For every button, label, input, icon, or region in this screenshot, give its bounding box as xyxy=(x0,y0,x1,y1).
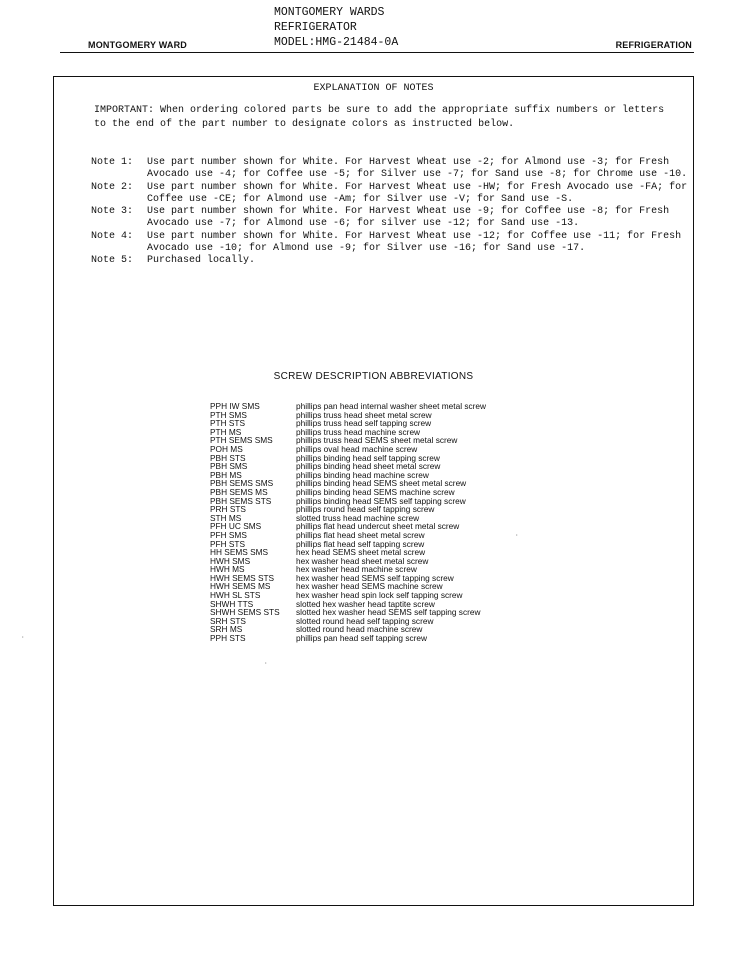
screw-description: slotted hex washer head taptite screw xyxy=(296,598,435,609)
note-label: Note 5: xyxy=(91,255,134,267)
header-left-label: MONTGOMERY WARD xyxy=(88,40,187,50)
scan-speck: · xyxy=(21,634,25,641)
screw-abbreviation: SRH STS xyxy=(210,615,246,626)
screw-description: phillips pan head self tapping screw xyxy=(296,633,427,644)
screw-description: phillips binding head SEMS self tapping screw xyxy=(296,495,466,506)
screw-description: slotted round head self tapping screw xyxy=(296,615,434,626)
note-text: Use part number shown for White. For Harvest Wheat use -12; for Coffee use -11; for Fresh Avocado use -10; for Almond use -9; for Silver use -16; for Sand use -17. xyxy=(147,230,682,255)
important-paragraph: IMPORTANT: When ordering colored parts be sure to add the appropriate suffix numbers or letters to the end of the part number to designate colors as instructed below. xyxy=(94,105,665,130)
screw-description: hex washer head spin lock self tapping screw xyxy=(296,590,463,601)
screw-abbreviation: SRH MS xyxy=(210,624,243,635)
header-center-line: MODEL:HMG-21484-0A xyxy=(274,36,399,49)
header-center-line: MONTGOMERY WARDS xyxy=(274,6,385,19)
screw-abbreviation-table xyxy=(210,402,486,643)
screw-description: hex head SEMS sheet metal screw xyxy=(296,547,426,558)
note-label: Note 3: xyxy=(91,206,134,218)
notes-list xyxy=(91,157,691,268)
screw-row xyxy=(210,634,486,643)
screw-abbreviation: PTH SMS xyxy=(210,409,247,420)
screw-description: phillips truss head SEMS sheet metal screw xyxy=(296,435,458,446)
screw-description: phillips pan head internal washer sheet metal screw xyxy=(296,401,487,411)
screw-abbreviation: SHWH SEMS STS xyxy=(210,607,280,618)
screw-abbreviation: HWH SEMS MS xyxy=(210,581,271,592)
header-right-label: REFRIGERATION xyxy=(615,40,692,50)
screw-abbreviation: PPH STS xyxy=(210,633,246,644)
screw-abbreviation: PFH UC SMS xyxy=(210,521,262,532)
note-label: Note 4: xyxy=(91,230,134,242)
screw-abbreviation: STH MS xyxy=(210,512,242,523)
note-item xyxy=(91,255,691,267)
screw-abbreviation: SHWH TTS xyxy=(210,598,254,609)
screw-description: hex washer head sheet metal screw xyxy=(296,555,429,566)
note-item xyxy=(91,157,691,182)
screw-description: hex washer head SEMS self tapping screw xyxy=(296,572,454,583)
notes-title: EXPLANATION OF NOTES xyxy=(313,83,434,94)
note-item xyxy=(91,206,691,231)
screw-description: phillips flat head undercut sheet metal screw xyxy=(296,521,460,532)
screw-abbreviation: PBH MS xyxy=(210,469,242,480)
screw-description: slotted hex washer head SEMS self tapping screw xyxy=(296,607,481,618)
screw-description: phillips truss head machine screw xyxy=(296,426,421,437)
screw-description: hex washer head SEMS machine screw xyxy=(296,581,443,592)
screw-abbreviation: PRH STS xyxy=(210,504,246,515)
screw-description: hex washer head machine screw xyxy=(296,564,417,575)
note-item xyxy=(91,182,691,207)
screw-description: phillips oval head machine screw xyxy=(296,443,418,454)
header-center-block xyxy=(274,5,398,50)
screw-abbreviation: HWH SMS xyxy=(210,555,251,566)
screw-description: phillips flat head self tapping screw xyxy=(296,538,425,549)
screw-abbreviation: PFH STS xyxy=(210,538,246,549)
screw-abbreviation: PBH SEMS STS xyxy=(210,495,272,506)
note-text: Use part number shown for White. For Harvest Wheat use -9; for Coffee use -8; for Fresh Avocado use -7; for Almond use -6; for silver use -12; for Sand use -13. xyxy=(147,206,670,230)
screw-abbreviation: PTH SEMS SMS xyxy=(210,435,273,446)
screw-description: phillips truss head self tapping screw xyxy=(296,418,432,429)
note-text: Use part number shown for White. For Harvest Wheat use -2; for Almond use -3; for Fresh Avocado use -4; for Coffee use -5; for Silver use -7; for Sand use -8; for Chrome use -10. xyxy=(147,157,688,181)
scan-speck: · xyxy=(264,660,268,667)
scan-speck: · xyxy=(515,532,519,539)
content-box xyxy=(53,76,694,906)
screw-description: phillips truss head sheet metal screw xyxy=(296,409,432,420)
note-item xyxy=(91,231,691,256)
screw-abbreviation: PFH SMS xyxy=(210,529,247,540)
note-text: Use part number shown for White. For Harvest Wheat use -HW; for Fresh Avocado use -FA; for Coffee use -CE; for Almond use -Am; for Silver use -V; for Sand use -S. xyxy=(147,181,688,205)
screw-section-title: SCREW DESCRIPTION ABBREVIATIONS xyxy=(273,371,474,382)
screw-abbreviation: PBH STS xyxy=(210,452,246,463)
screw-abbreviation: PBH SMS xyxy=(210,461,248,472)
note-text: Purchased locally. xyxy=(147,255,256,267)
screw-description: phillips round head self tapping screw xyxy=(296,504,435,515)
screw-description: phillips binding head SEMS sheet metal screw xyxy=(296,478,467,489)
screw-abbreviation: HWH SL STS xyxy=(210,590,261,601)
screw-abbreviation: PBH SEMS MS xyxy=(210,486,268,497)
header-center-line: REFRIGERATOR xyxy=(274,21,357,34)
screw-description: phillips flat head sheet metal screw xyxy=(296,529,425,540)
screw-description: phillips binding head self tapping screw xyxy=(296,452,440,463)
screw-description: phillips binding head machine screw xyxy=(296,469,429,480)
screw-abbreviation: HWH MS xyxy=(210,564,245,575)
screw-abbreviation: PBH SEMS SMS xyxy=(210,478,274,489)
screw-abbreviation: POH MS xyxy=(210,443,243,454)
note-label: Note 1: xyxy=(91,157,134,168)
note-label: Note 2: xyxy=(91,181,134,193)
screw-abbreviation: PTH MS xyxy=(210,426,242,437)
screw-abbreviation: HWH SEMS STS xyxy=(210,572,275,583)
screw-abbreviation: HH SEMS SMS xyxy=(210,547,269,558)
screw-description: phillips binding head SEMS machine screw xyxy=(296,486,455,497)
screw-abbreviation: PPH IW SMS xyxy=(210,401,260,411)
header-rule xyxy=(60,52,694,53)
screw-abbreviation: PTH STS xyxy=(210,418,246,429)
screw-description: slotted truss head machine screw xyxy=(296,512,420,523)
screw-description: slotted round head machine screw xyxy=(296,624,423,635)
screw-description: phillips binding head sheet metal screw xyxy=(296,461,441,472)
